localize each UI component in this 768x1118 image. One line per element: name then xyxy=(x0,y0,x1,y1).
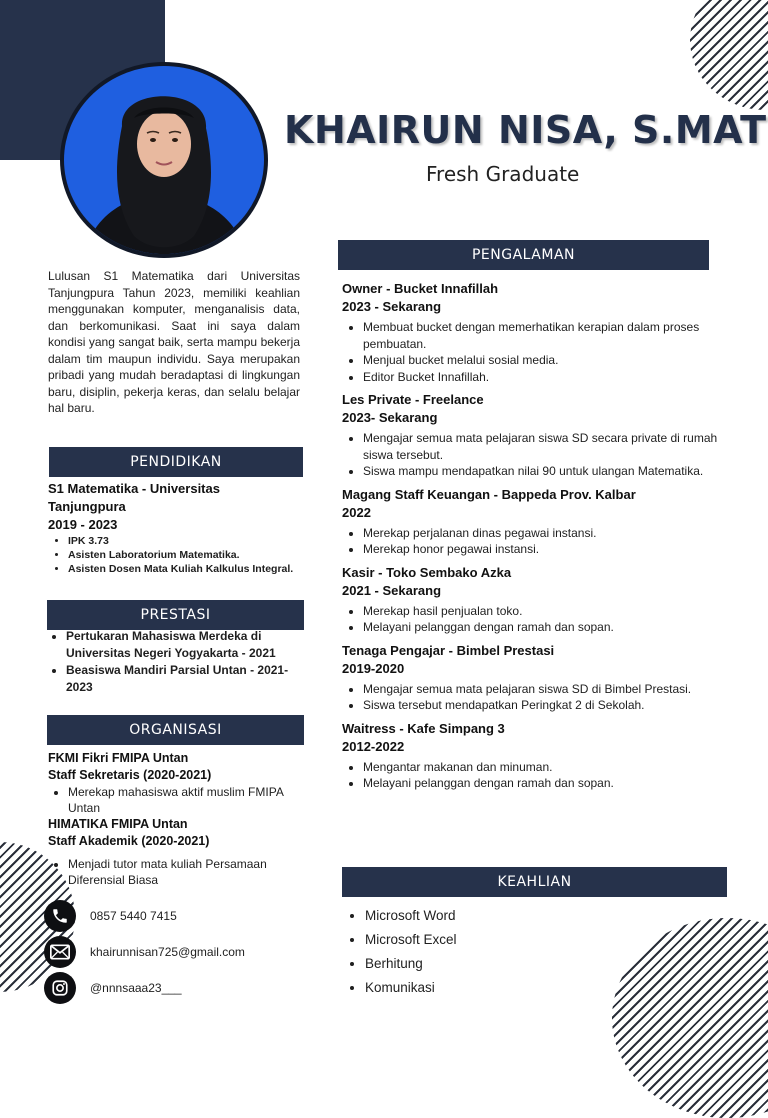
achievements-list xyxy=(46,628,306,696)
instagram-handle: @nnnsaaa23___ xyxy=(90,981,182,995)
section-heading-education: PENDIDIKAN xyxy=(49,447,303,477)
organization-role: Staff Sekretaris (2020-2021) xyxy=(48,768,212,782)
experience-entry xyxy=(342,642,722,714)
envelope-icon xyxy=(44,936,76,968)
section-heading-skills: KEAHLIAN xyxy=(342,867,727,897)
list-item: • Siswa mampu mendapatkan nilai 90 untuk ulangan Matematika. xyxy=(363,463,722,480)
profile-summary: Lulusan S1 Matematika dari Universitas Tanjungpura Tahun 2023, memiliki keahlian menggunakan komputer, menganalisis data, dan berkomunikasi. Saat ini saya dalam kondisi yang sangat baik, serta mampu bekerja dalam tim maupun individu. Saya merupakan pribadi yang mudah beradaptasi di lingkungan baru, disiplin, pekerja keras, dan selalu belajar hal baru. xyxy=(48,269,300,415)
list-item: • Asisten Dosen Mata Kuliah Kalkulus Integral. xyxy=(68,562,298,576)
phone-icon xyxy=(44,900,76,932)
skills-list xyxy=(346,904,646,1000)
job-period: 2022 xyxy=(342,504,371,520)
experience-entry xyxy=(342,564,722,636)
organizations-list xyxy=(48,750,308,888)
list-item: • IPK 3.73 xyxy=(68,534,298,548)
list-item: • Microsoft Excel xyxy=(365,928,646,952)
job-period: 2021 - Sekarang xyxy=(342,582,442,598)
education-years: 2019 - 2023 xyxy=(48,517,118,532)
job-period: 2012-2022 xyxy=(342,738,405,754)
list-item: • Mengajar semua mata pelajaran siswa SD secara private di rumah siswa tersebut. xyxy=(363,430,722,463)
list-item: • Asisten Laboratorium Matematika. xyxy=(68,548,298,562)
job-title: Tenaga Pengajar - Bimbel Prestasi xyxy=(342,642,555,658)
candidate-name: KHAIRUN NISA, S.MAT xyxy=(284,108,767,152)
job-title: Les Private - Freelance xyxy=(342,392,484,407)
experience-entry xyxy=(342,280,722,385)
contact-instagram xyxy=(44,970,304,1006)
list-item: • Merekap honor pegawai instansi. xyxy=(363,541,722,558)
list-item: • Editor Bucket Innafillah. xyxy=(363,369,722,386)
list-item: • Menjadi tutor mata kuliah Persamaan Diferensial Biasa xyxy=(68,856,308,888)
experience-entry xyxy=(342,486,722,558)
list-item: • Merekap perjalanan dinas pegawai instansi. xyxy=(363,525,722,542)
email-address: khairunnisan725@gmail.com xyxy=(90,945,245,959)
job-period: 2019-2020 xyxy=(342,660,405,676)
list-item: • Siswa tersebut mendapatkan Peringkat 2 di Sekolah. xyxy=(363,697,722,714)
job-title: Owner - Bucket Innafillah xyxy=(342,281,499,296)
job-title: Waitress - Kafe Simpang 3 xyxy=(342,720,505,736)
organization-name: FKMI Fikri FMIPA Untan xyxy=(48,751,189,765)
organization-name: HIMATIKA FMIPA Untan xyxy=(48,817,188,831)
job-period: 2023- Sekarang xyxy=(342,410,438,425)
list-item: • Merekap hasil penjualan toko. xyxy=(363,603,722,620)
instagram-icon xyxy=(44,972,76,1004)
experience-entry xyxy=(342,720,722,792)
section-heading-experience: PENGALAMAN xyxy=(338,240,709,270)
list-item: • Komunikasi xyxy=(365,976,646,1000)
section-heading-organizations: ORGANISASI xyxy=(47,715,304,745)
organization-role: Staff Akademik (2020-2021) xyxy=(48,834,210,848)
list-item: • Berhitung xyxy=(365,952,646,976)
contact-email xyxy=(44,934,304,970)
job-title: Magang Staff Keuangan - Bappeda Prov. Kalbar xyxy=(342,486,636,502)
portrait-illustration xyxy=(64,66,264,254)
list-item: • Beasiswa Mandiri Parsial Untan - 2021-2023 xyxy=(66,662,306,696)
list-item: • Melayani pelanggan dengan ramah dan sopan. xyxy=(363,775,722,792)
section-heading-achievements: PRESTASI xyxy=(47,600,304,630)
hatch-decoration-top-right xyxy=(690,0,768,110)
list-item: • Merekap mahasiswa aktif muslim FMIPA Untan xyxy=(68,784,308,816)
profile-photo xyxy=(60,62,268,258)
list-item: • Mengajar semua mata pelajaran siswa SD di Bimbel Prestasi. xyxy=(363,681,722,698)
phone-number: 0857 5440 7415 xyxy=(90,909,177,923)
list-item: • Membuat bucket dengan memerhatikan kerapian dalam proses pembuatan. xyxy=(363,319,722,352)
education-entry xyxy=(48,480,298,534)
candidate-title: Fresh Graduate xyxy=(426,162,580,186)
job-title: Kasir - Toko Sembako Azka xyxy=(342,564,512,580)
education-details xyxy=(48,534,298,576)
education-degree: S1 Matematika - Universitas Tanjungpura xyxy=(48,481,220,514)
job-period: 2023 - Sekarang xyxy=(342,299,442,314)
list-item: • Pertukaran Mahasiswa Merdeka di Universitas Negeri Yogyakarta - 2021 xyxy=(66,628,306,662)
list-item: • Menjual bucket melalui sosial media. xyxy=(363,352,722,369)
experience-list xyxy=(342,280,722,798)
list-item: • Microsoft Word xyxy=(365,904,646,928)
list-item: • Melayani pelanggan dengan ramah dan sopan. xyxy=(363,619,722,636)
list-item: • Mengantar makanan dan minuman. xyxy=(363,759,722,776)
experience-entry xyxy=(342,391,722,480)
contact-phone xyxy=(44,898,304,934)
